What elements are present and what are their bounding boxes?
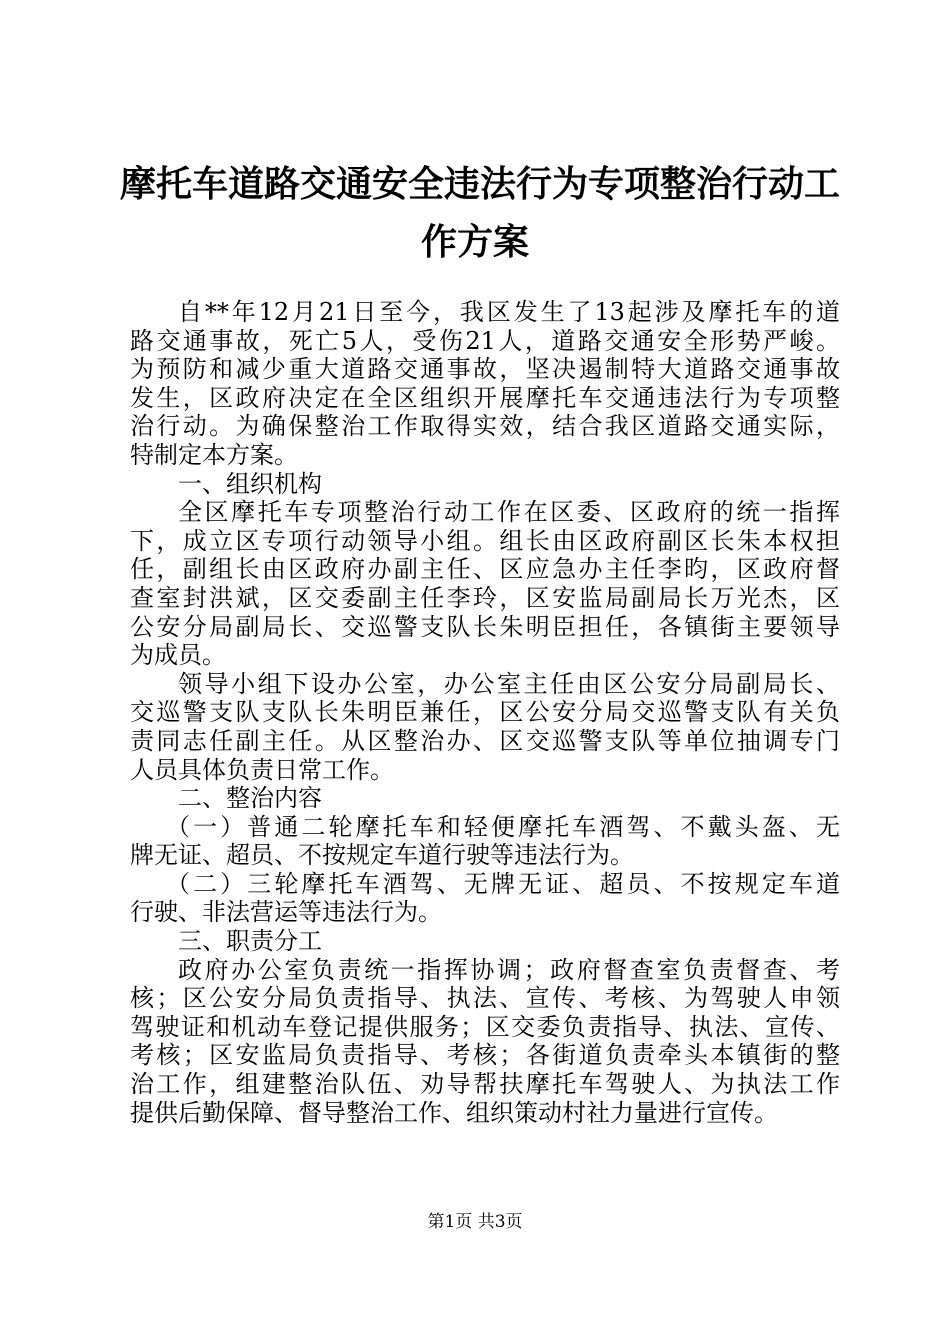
- section-heading: 三、职责分工: [178, 927, 322, 956]
- body-line: 领导小组下设办公室，办公室主任由区公安分局副局长、: [178, 669, 840, 698]
- body-line: 提供后勤保障、督导整治工作、组织策动村社力量进行宣传。: [130, 1098, 778, 1127]
- body-line: 治工作，组建整治队伍、劝导帮扶摩托车驾驶人、为执法工作: [130, 1070, 840, 1099]
- body-line: 任，副组长由区政府办副主任、区应急办主任李昀，区政府督: [130, 555, 840, 584]
- body-line: 核；区公安分局负责指导、执法、宣传、考核、为驾驶人申领: [130, 984, 840, 1013]
- body-line: （二）三轮摩托车酒驾、无牌无证、超员、不按规定车道: [166, 869, 840, 898]
- body-line: 全区摩托车专项整治行动工作在区委、区政府的统一指挥: [178, 498, 840, 527]
- section-heading: 二、整治内容: [178, 784, 322, 813]
- body-line: 交巡警支队支队长朱明臣兼任，区公安分局交巡警支队有关负: [130, 698, 840, 727]
- body-line: （一）普通二轮摩托车和轻便摩托车酒驾、不戴头盔、无: [166, 812, 840, 841]
- body-line: 自**年12月21日至今，我区发生了13起涉及摩托车的道: [178, 298, 840, 326]
- page-indicator: 第1页 共3页: [427, 1212, 523, 1232]
- body-line: 治行动。为确保整治工作取得实效，结合我区道路交通实际，: [130, 412, 840, 441]
- section-heading: 一、组织机构: [178, 469, 322, 498]
- body-line: 政府办公室负责统一指挥协调；政府督查室负责督查、考: [178, 955, 840, 984]
- body-line: 查室封洪斌，区交委副主任李玲，区安监局副局长万光杰，区: [130, 583, 840, 612]
- body-line: 下，成立区专项行动领导小组。组长由区政府副区长朱本权担: [130, 526, 840, 555]
- body-line: 发生，区政府决定在全区组织开展摩托车交通违法行为专项整: [130, 383, 840, 412]
- body-line: 驾驶证和机动车登记提供服务；区交委负责指导、执法、宣传、: [130, 1012, 840, 1041]
- body-line: 为成员。: [130, 641, 226, 670]
- body-line: 行驶、非法营运等违法行为。: [130, 898, 442, 927]
- body-line: 路交通事故，死亡5人，受伤21人，道路交通安全形势严峻。: [130, 326, 840, 355]
- body-line: 考核；区安监局负责指导、考核；各街道负责牵头本镇街的整: [130, 1041, 840, 1070]
- document-title-line-1: 摩托车道路交通安全违法行为专项整治行动工: [120, 163, 841, 205]
- body-line: 公安分局副局长、交巡警支队长朱明臣担任，各镇街主要领导: [130, 612, 840, 641]
- document-body: [130, 298, 840, 1127]
- document-title-line-2: 作方案: [420, 221, 529, 263]
- body-line: 特制定本方案。: [130, 440, 298, 469]
- body-line: 牌无证、超员、不按规定车道行驶等违法行为。: [130, 841, 634, 870]
- body-line: 人员具体负责日常工作。: [130, 755, 394, 784]
- body-line: 责同志任副主任。从区整治办、区交巡警支队等单位抽调专门: [130, 726, 840, 755]
- body-line: 为预防和减少重大道路交通事故，坚决遏制特大道路交通事故: [130, 355, 840, 384]
